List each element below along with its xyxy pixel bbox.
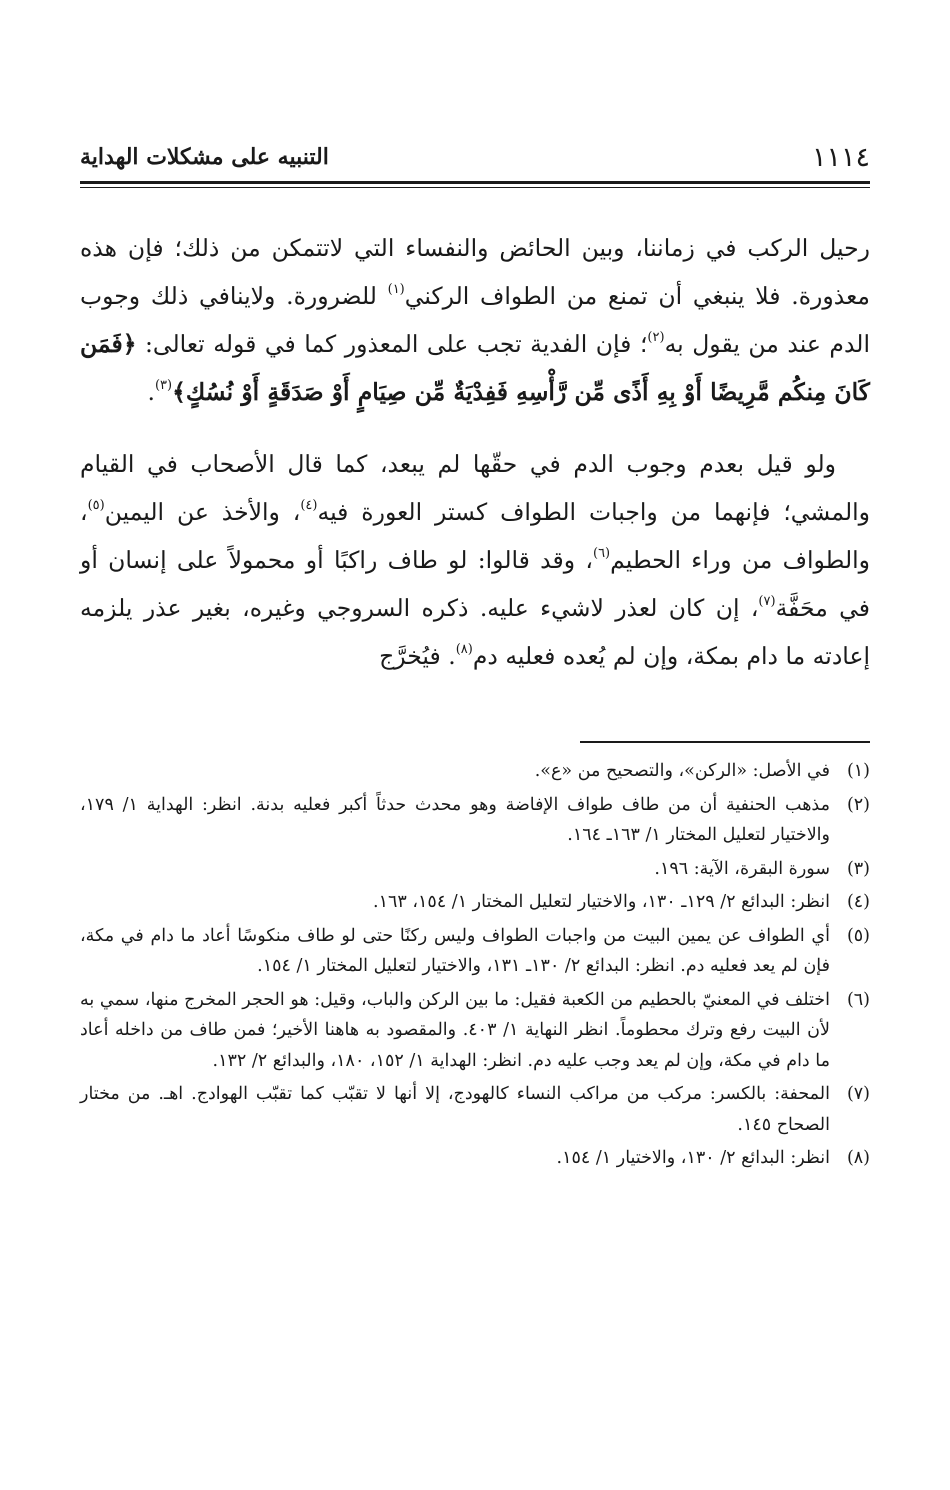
footnote-ref-5: (٥): [87, 498, 105, 513]
paragraph-1-text-2: للضرورة. ولاينافي ذلك وجوب الدم عند من يقول به: [80, 282, 870, 358]
footnotes: [80, 756, 870, 1177]
footnote-4: [80, 887, 870, 918]
paragraph-2: [80, 440, 870, 680]
footnote-2: [80, 790, 870, 851]
footnote-ref-6: (٦): [592, 546, 611, 561]
footnote-text: أي الطواف عن يمين البيت من واجبات الطواف وليس ركنًا حتى لو طاف منكوسًا أعاد ما دام في مكة، فإن لم يعد فعليه دم. انظر: البدائع ٢/ ١٣٠ـ ١٣١، والاختيار لتعليل المختار ١/ ١٥٤.: [80, 925, 830, 976]
footnote-7: [80, 1079, 870, 1140]
footnote-text: في الأصل: «الركن»، والتصحيح من «ع».: [534, 761, 830, 781]
quran-verse: ﴿فَمَن كَانَ مِنكُم مَّرِيضًا أَوْ بِهِ أَذًى مِّن رَّأْسِهِ فَفِدْيَةٌ مِّن صِيَامٍ أَوْ صَدَقَةٍ أَوْ نُسُكٍ﴾: [80, 330, 870, 406]
footnote-text: المحفة: بالكسر: مركب من مراكب النساء كالهودج، إلا أنها لا تقبّب كما تقبّب الهوادج. اهـ. من مختار الصحاح ١٤٥.: [80, 1084, 830, 1135]
footnote-ref-3: (٣): [154, 378, 173, 393]
footnote-text: انظر: البدائع ٢/ ١٢٩ـ ١٣٠، والاختيار لتعليل المختار ١/ ١٥٤، ١٦٣.: [373, 892, 830, 912]
footnote-8: [80, 1143, 870, 1174]
page-header: [80, 140, 870, 176]
paragraph-1-text-1: رحيل الركب في زماننا، وبين الحائض والنفساء التي لاتتمكن من ذلك؛ فإن هذه معذورة. فلا ينبغي أن تمنع من الطواف الركني: [80, 234, 870, 310]
footnote-separator: [580, 741, 870, 743]
footnote-text: سورة البقرة، الآية: ١٩٦.: [654, 858, 830, 879]
header-rule-thick: [80, 181, 870, 184]
footnote-number: (٢): [846, 794, 870, 815]
paragraph-2-text-6: . فيُخرَّج: [379, 642, 456, 670]
footnote-ref-4: (٤): [300, 498, 318, 513]
paragraph-2-text-4: ، وقد قالوا: لو طاف راكبًا أو محمولاً على إنسان أو في محَفَّة: [80, 546, 870, 622]
footnote-number: (٨): [846, 1148, 870, 1168]
footnote-number: (٦): [846, 989, 870, 1010]
paragraph-2-text-1: ولو قيل بعدم وجوب الدم في حقّها لم يبعد، كما قال الأصحاب في القيام والمشي؛ فإنهما من واجبات الطواف كستر العورة فيه: [80, 450, 870, 526]
footnote-3: [80, 854, 870, 885]
footnote-1: [80, 756, 870, 787]
footnote-number: (٧): [846, 1084, 870, 1104]
paragraph-2-text-3: ، والطواف من وراء الحطيم: [80, 498, 870, 574]
footnote-text: اختلف في المعنيّ بالحطيم من الكعبة فقيل: ما بين الركن والباب، وقيل: هو الحجر المخرج منها، سمي به لأن البيت رفع وترك محطوماً. انظر النهاية ١/ ٤٠٣. والمقصود به هاهنا الأخير؛ فمن طاف من داخله أعاد ما دام في مكة، وإن لم يعد وجب عليه دم. انظر: الهداية ١/ ١٥٢، ١٨٠، والبدائع ٢/ ١٣٢.: [80, 989, 830, 1071]
footnote-text: انظر: البدائع ٢/ ١٣٠، والاختيار ١/ ١٥٤.: [556, 1148, 830, 1168]
footnote-5: [80, 921, 870, 982]
running-title: التنبيه على مشكلات الهداية: [80, 144, 329, 170]
footnote-6: [80, 985, 870, 1077]
footnote-ref-1: (١): [387, 282, 405, 297]
footnote-number: (٥): [846, 925, 870, 946]
header-rule-thin: [80, 187, 870, 188]
paragraph-2-text-2: ، والأخذ عن اليمين: [104, 498, 301, 526]
paragraph-1: [80, 224, 870, 416]
footnote-ref-2: (٢): [647, 330, 665, 345]
page-number: ١١١٤: [811, 142, 870, 173]
footnote-text: مذهب الحنفية أن من طاف طواف الإفاضة وهو محدث حدثاً أكبر فعليه بدنة. انظر: الهداية ١/ ١٧٩، والاختيار لتعليل المختار ١/ ١٦٣ـ ١٦٤.: [80, 794, 830, 845]
main-text: [80, 224, 870, 680]
paragraph-1-text-4: .: [147, 378, 155, 406]
paragraph-1-text-3: ؛ فإن الفدية تجب على المعذور كما في قوله تعالى:: [136, 330, 648, 358]
paragraph-2-text-5: ، إن كان لعذر لاشيء عليه. ذكره السروجي وغيره، بغير عذر يلزمه إعادته ما دام بمكة، وإن لم يُعده فعليه دم: [80, 594, 870, 670]
footnote-ref-7: (٧): [758, 594, 776, 609]
footnote-number: (٣): [846, 858, 870, 879]
footnote-number: (١): [846, 761, 870, 781]
footnote-number: (٤): [846, 892, 870, 912]
footnote-ref-8: (٨): [455, 642, 473, 657]
